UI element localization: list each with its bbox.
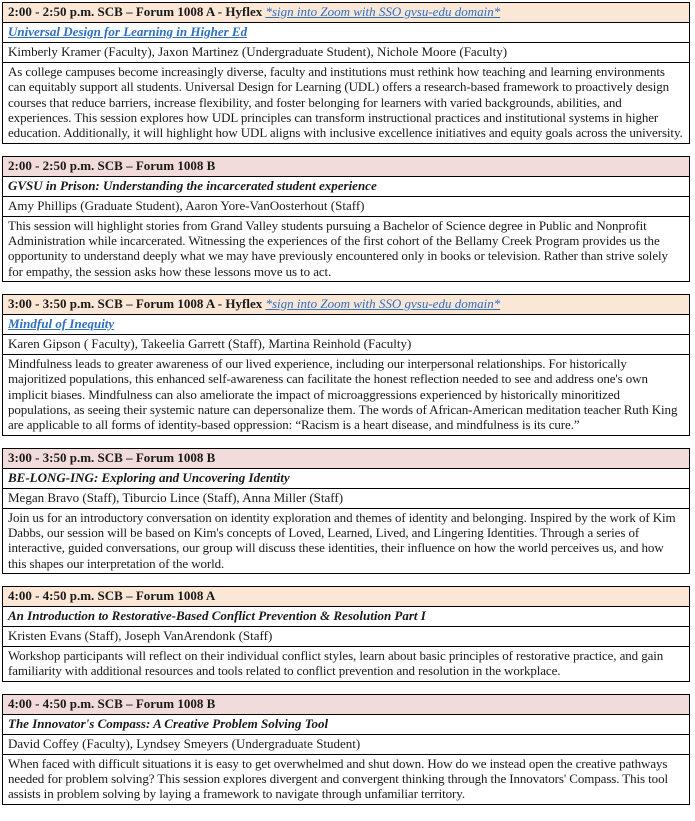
session-header xyxy=(3,694,690,714)
session-presenters: Kimberly Kramer (Faculty), Jaxon Martinez (Undergraduate Student), Nichole Moore (Faculty) xyxy=(3,43,690,63)
session-title: GVSU in Prison: Understanding the incarcerated student experience xyxy=(3,176,690,196)
session-description: This session will highlight stories from Grand Valley students pursuing a Bachelor of Science degree in Public and Nonprofit Administration while incarcerated. Witnessing the experiences of the first cohort of the Bellamy Creek Program provides us the opportunity to understand deeply what we may have previously encountered only in books or television. Rather than strive solely for empathy, the session asks how these lessons move us to act. xyxy=(3,216,690,281)
session-title-row xyxy=(3,314,690,334)
session-presenters: Karen Gipson ( Faculty), Takeelia Garrett (Staff), Martina Reinhold (Faculty) xyxy=(3,334,690,354)
session-description: When faced with difficult situations it is easy to get overwhelmed and shut down. How do we instead open the creative pathways needed for problem solving? This session explores divergent and convergent thinking through the Innovators' Compass. This tool assists in problem solving by laying a framework to navigate through unfamiliar territory. xyxy=(3,754,690,804)
zoom-signin-link[interactable]: *sign into Zoom with SSO gvsu-edu domain* xyxy=(265,4,501,19)
session-description: As college campuses become increasingly diverse, faculty and institutions must rethink how teaching and learning environments can equitably support all students. Universal Design for Learning (UDL) offers a research-based framework to proactively design courses that reduce barriers, increase flexibility, and foster belonging for learners with varied backgrounds, abilities, and experiences. This session explores how UDL principles can transform instructional practices and institutional systems in higher education. Additionally, it will highlight how UDL aligns with inclusive excellence initiatives and equity goals across the university. xyxy=(3,63,690,144)
session-title: An Introduction to Restorative-Based Conflict Prevention & Resolution Part I xyxy=(3,606,690,626)
session-title-row xyxy=(3,23,690,43)
session-header xyxy=(3,156,690,176)
session-title: The Innovator's Compass: A Creative Problem Solving Tool xyxy=(3,714,690,734)
session-time-location: 2:00 - 2:50 p.m. SCB – Forum 1008 B xyxy=(8,157,216,173)
session-card xyxy=(2,694,690,805)
session-time-location: 3:00 - 3:50 p.m. SCB – Forum 1008 A - Hyflex xyxy=(8,295,263,311)
session-presenters: David Coffey (Faculty), Lyndsey Smeyers (Undergraduate Student) xyxy=(3,734,690,754)
session-title-link[interactable]: Universal Design for Learning in Higher Ed xyxy=(8,24,248,39)
session-time-location: 4:00 - 4:50 p.m. SCB – Forum 1008 A xyxy=(8,587,216,603)
session-header xyxy=(3,3,690,23)
session-card xyxy=(2,156,690,282)
session-time-location: 3:00 - 3:50 p.m. SCB – Forum 1008 B xyxy=(8,449,216,465)
session-header xyxy=(3,294,690,314)
session-title: BE-LONG-ING: Exploring and Uncovering Identity xyxy=(3,468,690,488)
session-card xyxy=(2,586,690,682)
session-card xyxy=(2,294,690,436)
session-presenters: Megan Bravo (Staff), Tiburcio Lince (Staff), Anna Miller (Staff) xyxy=(3,488,690,508)
session-description: Mindfulness leads to greater awareness of our lived experience, including our interpersonal relationships. For historically majoritized populations, this enhanced self-awareness can facilitate the honest reflection needed to see and address one's own implicit biases. Mindfulness can also ameliorate the impact of microaggressions experienced by historically minoritized populations, as seeing their systemic nature can depersonalize them. The words of African-American meditation teacher Ruth King are applicable to all forms of identity-based oppression: “Racism is a heart disease, and mindfulness is its cure.” xyxy=(3,354,690,435)
session-time-location: 4:00 - 4:50 p.m. SCB – Forum 1008 B xyxy=(8,695,216,711)
zoom-signin-link[interactable]: *sign into Zoom with SSO gvsu-edu domain* xyxy=(265,295,501,311)
session-presenters: Amy Phillips (Graduate Student), Aaron Yore-VanOosterhout (Staff) xyxy=(3,196,690,216)
session-card xyxy=(2,2,690,144)
session-header xyxy=(3,586,690,606)
session-presenters: Kristen Evans (Staff), Joseph VanArendonk (Staff) xyxy=(3,626,690,646)
session-description: Workshop participants will reflect on their individual conflict styles, learn about basic principles of restorative practice, and gain familiarity with additional resources and tools related to conflict prevention and resolution in the workplace. xyxy=(3,646,690,681)
session-card xyxy=(2,448,690,574)
session-description: Join us for an introductory conversation on identity exploration and themes of identity and belonging. Inspired by the work of Kim Dabbs, our session will be based on Kim's concepts of Loved, Learned, Lived, and Lingering Identities. Through a series of interactive, guided conversations, our group will discuss these identities, their influence on how the world perceives us, and how this shapes our interpretation of the world. xyxy=(3,508,690,573)
session-header xyxy=(3,448,690,468)
session-time-location: 2:00 - 2:50 p.m. SCB – Forum 1008 A - Hyflex xyxy=(8,4,263,19)
session-title-link[interactable]: Mindful of Inequity xyxy=(8,315,115,331)
